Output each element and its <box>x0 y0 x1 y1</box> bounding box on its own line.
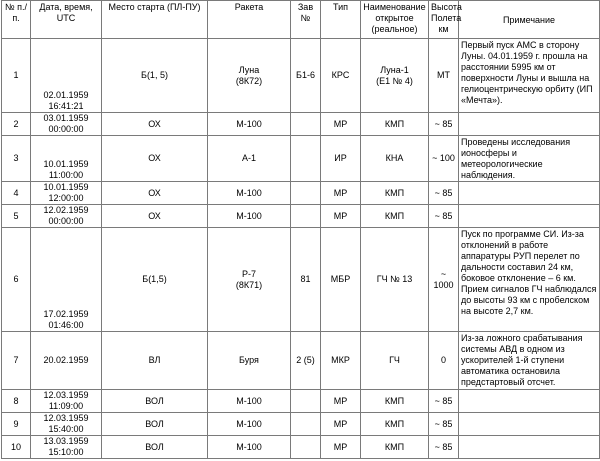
cell-date-line2: 01:46:00 <box>48 320 84 330</box>
cell-rocket <box>208 228 291 332</box>
cell-name <box>361 228 429 332</box>
header-type: Тип <box>321 1 361 39</box>
table-row <box>2 413 600 436</box>
cell-name-line1: КМП <box>384 395 405 406</box>
row-number: 2 <box>2 113 31 136</box>
cell-name <box>361 136 429 182</box>
cell-type: МР <box>321 205 361 228</box>
row-number: 5 <box>2 205 31 228</box>
cell-alt: ~ 1000 <box>429 228 459 332</box>
cell-type: МБР <box>321 228 361 332</box>
cell-zav: 2 (5) <box>291 332 321 390</box>
cell-rocket <box>208 39 291 113</box>
cell-note <box>459 113 600 136</box>
header-row <box>2 1 600 39</box>
cell-type: МР <box>321 182 361 205</box>
cell-name-line1: КМП <box>384 118 405 129</box>
cell-name <box>361 390 429 413</box>
cell-date-line1: 12.03.1959 <box>43 390 89 400</box>
cell-site: ОХ <box>102 205 208 228</box>
cell-type: ИР <box>321 136 361 182</box>
header-site: Место старта (ПЛ-ПУ) <box>102 1 208 39</box>
cell-name <box>361 332 429 390</box>
cell-rocket <box>208 182 291 205</box>
cell-zav <box>291 136 321 182</box>
cell-rocket-line1: Луна <box>238 64 260 75</box>
cell-zav <box>291 413 321 436</box>
cell-name-line1: ГЧ № 13 <box>376 274 413 284</box>
cell-zav <box>291 205 321 228</box>
cell-date-line2: 15:40:00 <box>48 424 84 434</box>
cell-rocket-line1: М-100 <box>236 187 262 198</box>
header-name: Наименование открытое (реальное) <box>361 1 429 39</box>
cell-site: Б(1,5) <box>102 228 208 332</box>
cell-alt: ~ 85 <box>429 390 459 413</box>
cell-rocket <box>208 205 291 228</box>
cell-alt: ~ 85 <box>429 182 459 205</box>
cell-rocket-line1: Буря <box>239 355 259 365</box>
cell-alt: ~ 85 <box>429 205 459 228</box>
cell-zav <box>291 390 321 413</box>
cell-name <box>361 436 429 459</box>
cell-date <box>31 413 102 436</box>
header-date: Дата, время, UTC <box>31 1 102 39</box>
launch-table <box>1 0 600 459</box>
cell-date-line2: 00:00:00 <box>48 216 84 226</box>
table-row <box>2 136 600 182</box>
cell-type: КРС <box>321 39 361 113</box>
cell-date-line1: 12.03.1959 <box>43 413 89 423</box>
cell-site: ВОЛ <box>102 436 208 459</box>
cell-site: ОХ <box>102 136 208 182</box>
cell-name <box>361 113 429 136</box>
cell-date-line1: 10.01.1959 <box>43 159 89 169</box>
cell-zav <box>291 113 321 136</box>
cell-note: Пуск по программе СИ. Из-за отклонений в работе аппаратуры РУП перелет по дальности составил 24 км, боковое отклонение – 6 км. Прием сигналов ГЧ наблюдался до высоты 93 км с пробелском на высоте 2,7 км. <box>459 228 600 332</box>
header-note: Примечание <box>459 1 600 39</box>
cell-rocket-line1: М-100 <box>236 395 262 406</box>
cell-rocket-line1: М-100 <box>236 418 262 429</box>
cell-site: ВОЛ <box>102 413 208 436</box>
cell-note: Проведены исследования ионосферы и метеорологические наблюдения. <box>459 136 600 182</box>
cell-type: МР <box>321 436 361 459</box>
cell-date-line1: 02.01.1959 <box>43 90 89 100</box>
cell-rocket-line1: М-100 <box>236 441 262 452</box>
row-number: 9 <box>2 413 31 436</box>
cell-type: МР <box>321 413 361 436</box>
cell-alt: ~ 85 <box>429 436 459 459</box>
cell-name <box>361 39 429 113</box>
cell-note <box>459 413 600 436</box>
header-num: № п./п. <box>2 1 31 39</box>
cell-date-line2: 16:41:21 <box>48 101 84 111</box>
header-rocket: Ракета <box>208 1 291 39</box>
cell-date-line1: 12.02.1959 <box>43 205 89 215</box>
cell-rocket-line2: (8К72) <box>235 75 263 86</box>
cell-note <box>459 205 600 228</box>
cell-zav <box>291 182 321 205</box>
table-row <box>2 182 600 205</box>
table-row <box>2 390 600 413</box>
cell-rocket-line1: М-100 <box>236 210 262 221</box>
cell-date <box>31 136 102 182</box>
cell-name-line1: КМП <box>384 418 405 429</box>
header-alt: Высота Полета км <box>429 1 459 39</box>
cell-site: ВЛ <box>102 332 208 390</box>
cell-note <box>459 182 600 205</box>
cell-rocket-line2: (8К71) <box>235 279 263 290</box>
cell-date-line1: 13.03.1959 <box>43 436 89 446</box>
table-row <box>2 39 600 113</box>
cell-site: Б(1, 5) <box>102 39 208 113</box>
cell-alt: ~ 100 <box>429 136 459 182</box>
cell-zav <box>291 436 321 459</box>
cell-rocket <box>208 113 291 136</box>
cell-type: МР <box>321 390 361 413</box>
cell-type: МР <box>321 113 361 136</box>
cell-date <box>31 332 102 390</box>
cell-rocket <box>208 136 291 182</box>
cell-date-line2: 15:10:00 <box>48 447 84 457</box>
table-row <box>2 332 600 390</box>
cell-site: ОХ <box>102 113 208 136</box>
table-row <box>2 436 600 459</box>
cell-name <box>361 413 429 436</box>
cell-rocket <box>208 436 291 459</box>
cell-name-line2: (Е1 № 4) <box>376 75 413 86</box>
table-row <box>2 205 600 228</box>
cell-date <box>31 39 102 113</box>
cell-note: Первый пуск АМС в сторону Луны. 04.01.1959 г. прошла на расстоянии 5995 км от поверхности Луны и вышла на гелиоцентрическую орбиту (ИП «Мечта»). <box>459 39 600 113</box>
cell-site: ВОЛ <box>102 390 208 413</box>
row-number: 4 <box>2 182 31 205</box>
row-number: 7 <box>2 332 31 390</box>
cell-date-line1: 10.01.1959 <box>43 182 89 192</box>
cell-note: Из-за ложного срабатывания системы АВД в одном из ускорителей 1-й ступени автоматика остановила предстартовый отсчет. <box>459 332 600 390</box>
table-row <box>2 113 600 136</box>
cell-date-line2: 00:00:00 <box>48 124 84 134</box>
cell-rocket-line1: М-100 <box>236 118 262 129</box>
cell-date-line1: 20.02.1959 <box>43 355 89 365</box>
cell-rocket <box>208 332 291 390</box>
cell-note <box>459 436 600 459</box>
cell-date-line1: 03.01.1959 <box>43 113 89 123</box>
cell-site: ОХ <box>102 182 208 205</box>
cell-name-line1: КМП <box>384 441 405 452</box>
cell-date <box>31 436 102 459</box>
header-zav: Зав № <box>291 1 321 39</box>
table-row <box>2 228 600 332</box>
cell-date-line2: 11:00:00 <box>48 170 84 180</box>
row-number: 3 <box>2 136 31 182</box>
row-number: 10 <box>2 436 31 459</box>
cell-name-line1: Луна-1 <box>380 64 409 75</box>
cell-alt: ~ 85 <box>429 113 459 136</box>
cell-zav: Б1-6 <box>291 39 321 113</box>
cell-zav: 81 <box>291 228 321 332</box>
cell-note <box>459 390 600 413</box>
cell-alt: ~ 85 <box>429 413 459 436</box>
cell-rocket-line1: Р-7 <box>241 268 256 279</box>
cell-name-line1: КМП <box>384 210 405 221</box>
cell-name-line1: КНА <box>385 153 404 163</box>
cell-name <box>361 205 429 228</box>
cell-name <box>361 182 429 205</box>
cell-date-line2: 12:00:00 <box>48 193 84 203</box>
cell-alt: МТ <box>429 39 459 113</box>
cell-rocket-line1: А-1 <box>241 153 256 163</box>
row-number: 1 <box>2 39 31 113</box>
cell-rocket <box>208 413 291 436</box>
row-number: 8 <box>2 390 31 413</box>
cell-date <box>31 205 102 228</box>
cell-date <box>31 390 102 413</box>
cell-date <box>31 228 102 332</box>
cell-type: МКР <box>321 332 361 390</box>
cell-date-line2: 11:09:00 <box>48 401 84 411</box>
cell-date <box>31 113 102 136</box>
row-number: 6 <box>2 228 31 332</box>
cell-date-line1: 17.02.1959 <box>43 309 89 319</box>
cell-name-line1: КМП <box>384 187 405 198</box>
cell-alt: 0 <box>429 332 459 390</box>
cell-rocket <box>208 390 291 413</box>
cell-name-line1: ГЧ <box>389 355 400 365</box>
cell-date <box>31 182 102 205</box>
